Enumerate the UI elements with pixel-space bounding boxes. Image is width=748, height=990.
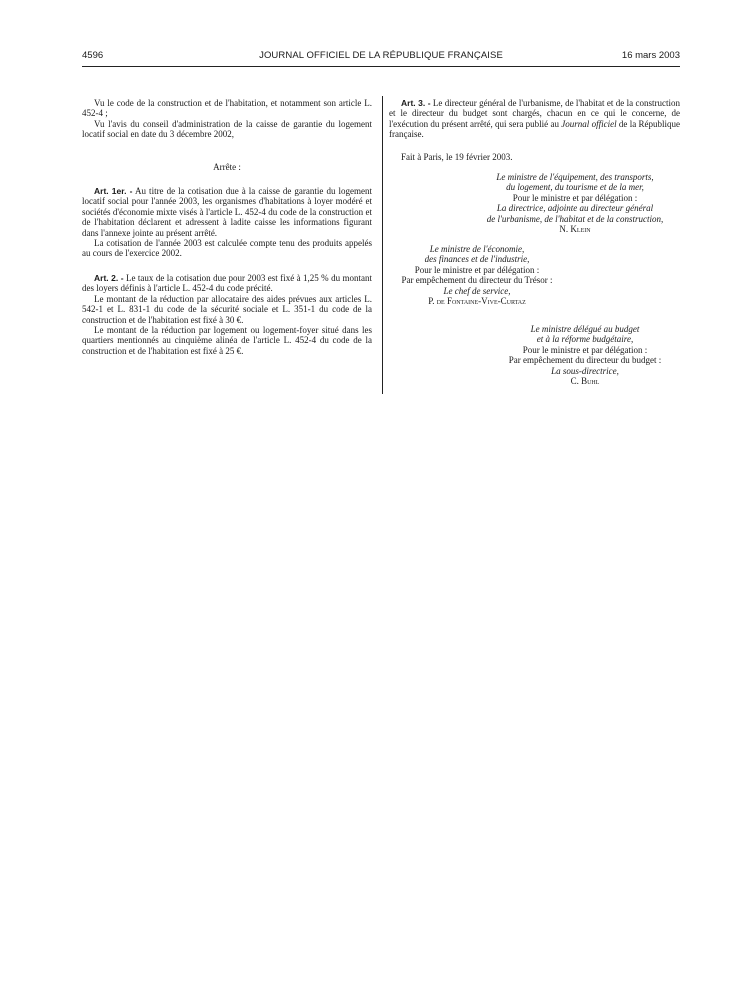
article-2-text: Le taux de la cotisation due pour 2003 est fixé à 1,25 % du montant des loyers définis à l'article L. 452-4 du code précité.: [82, 272, 372, 294]
sig1-line5: de l'urbanisme, de l'habitat et de la construction,: [486, 213, 664, 224]
arrete-heading: [82, 162, 372, 172]
sig3-line5: La sous-directrice,: [551, 365, 619, 376]
article-3-label: Art. 3. -: [401, 98, 431, 108]
sig2-line2: des finances et de l'industrie,: [424, 254, 530, 265]
sig1-name: N. Klein: [559, 224, 591, 235]
article-1-label: Art. 1er. -: [94, 186, 133, 197]
sig3-line4: Par empêchement du directeur du budget :: [508, 355, 662, 366]
sig3-line2: et à la réforme budgétaire,: [536, 334, 634, 345]
article-2: [82, 273, 372, 294]
article-1-paragraph-2: La cotisation de l'année 2003 est calculée compte tenu des produits appelés au cours de l'exercice 2002.: [82, 238, 372, 259]
sig2-name: P. de Fontaine-Vive-Curtaz: [428, 296, 526, 307]
page-number: 4596: [82, 50, 104, 61]
article-1: [82, 186, 372, 238]
issue-date: 16 mars 2003: [621, 50, 680, 61]
article-3-text-b: de la République française.: [389, 118, 681, 140]
arrete-text: Arrête :: [213, 161, 241, 172]
visa-avis: Vu l'avis du conseil d'administration de la caisse de garantie du logement locatif social en date du 3 décembre 2002,: [82, 118, 372, 140]
visa-code: Vu le code de la construction et de l'habitation, et notamment son article L. 452-4 ;: [82, 98, 372, 119]
signature-block-economie: [382, 244, 572, 306]
article-3-text-a: Le directeur général de l'urbanisme, de l'habitat et de la construction et le directeur du budget sont chargés, chacun en ce qui le concerne, de l'exécution du présent arrêté, qui sera publié au: [389, 98, 680, 129]
article-2-label: Art. 2. -: [94, 272, 124, 283]
sig1-line2: du logement, du tourisme et de la mer,: [506, 182, 644, 193]
sig2-line5: Le chef de service,: [443, 285, 511, 296]
fait-a-paris: Fait à Paris, le 19 février 2003.: [401, 151, 513, 162]
article-1-text: Au titre de la cotisation due à la caisse de garantie du logement locatif social pour l'année 2003, les organismes d'habitations à loyer modéré et sociétés d'économie mixte visés à l'article L. 452-4 du code de la construction et de l'habitation déclarent et adressent à ladite caisse les informations figurant dans l'annexe jointe au présent arrêté.: [82, 186, 372, 238]
signature-block-equipement: [470, 172, 680, 234]
sig2-line1: Le ministre de l'économie,: [429, 244, 525, 254]
sig1-line1: Le ministre de l'équipement, des transports,: [496, 172, 654, 182]
sig3-line1: Le ministre délégué au budget: [530, 324, 640, 334]
journal-officiel-ref: Journal officiel: [561, 118, 617, 129]
signature-block-budget: [490, 324, 680, 386]
left-column: [82, 98, 372, 356]
page-header: [82, 50, 680, 64]
sig2-line4: Par empêchement du directeur du Trésor :: [401, 275, 553, 286]
sig1-line4: La directrice, adjointe au directeur général: [496, 203, 654, 214]
sig2-line3: Pour le ministre et par délégation :: [414, 264, 540, 275]
sig1-line3: Pour le ministre et par délégation :: [512, 192, 638, 203]
sig3-line3: Pour le ministre et par délégation :: [522, 344, 648, 355]
header-rule: [82, 66, 680, 67]
article-3: [389, 98, 680, 140]
sig3-name: C. Buhl: [570, 376, 600, 387]
right-column: [389, 98, 680, 162]
article-2-paragraph-2: Le montant de la réduction par allocataire des aides prévues aux articles L. 542-1 et L. 831-1 du code de la sécurité sociale et L. 351-1 du code de la construction et de l'habitation est fixé à 30 €.: [82, 293, 372, 325]
article-2-paragraph-3: Le montant de la réduction par logement ou logement-foyer situé dans les quartiers mentionnés au cinquième alinéa de l'article L. 452-4 du code de la construction et de l'habitation est fixé à 25 €.: [82, 324, 372, 356]
journal-title: JOURNAL OFFICIEL DE LA RÉPUBLIQUE FRANÇAISE: [259, 50, 503, 61]
